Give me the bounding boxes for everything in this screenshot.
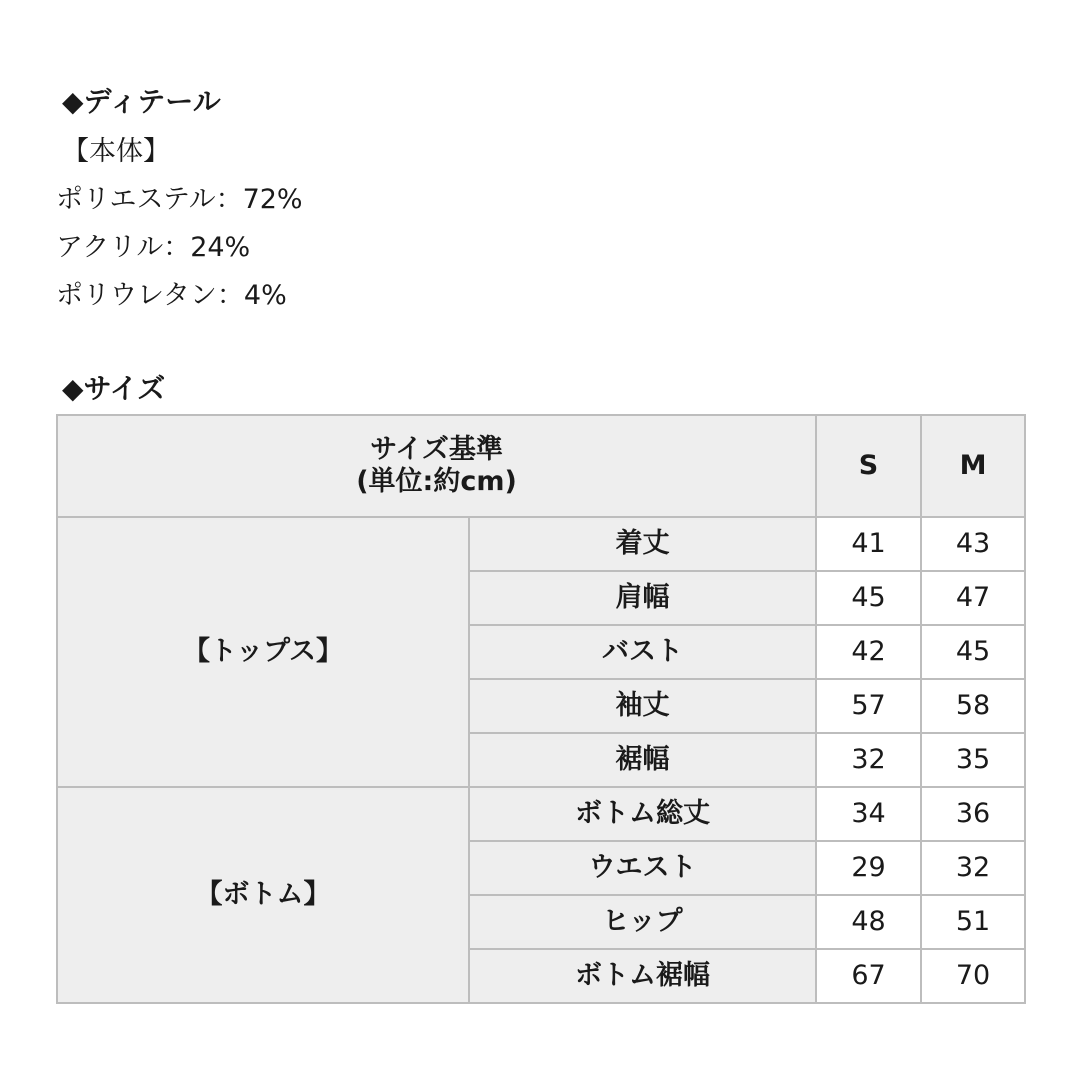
value-m: 47 — [921, 571, 1025, 625]
row-label: 袖丈 — [469, 679, 816, 733]
table-row — [57, 787, 1025, 841]
body-section-label: 【本体】 — [62, 136, 170, 167]
details-heading: ◆ディテール — [62, 85, 221, 118]
group-label-bottoms: 【ボトム】 — [57, 787, 469, 1003]
size-unit-label: (単位:約cm) — [356, 466, 517, 497]
column-header-s: S — [816, 415, 921, 517]
row-label: バスト — [469, 625, 816, 679]
material-acrylic: アクリル：24% — [56, 232, 251, 263]
value-s: 45 — [816, 571, 921, 625]
size-standard-title: サイズ基準 — [370, 433, 503, 465]
row-label: ヒップ — [469, 895, 816, 949]
value-m: 36 — [921, 787, 1025, 841]
size-heading: ◆サイズ — [62, 372, 166, 405]
material-polyester: ポリエステル：72% — [56, 184, 303, 215]
value-m: 35 — [921, 733, 1025, 787]
value-s: 29 — [816, 841, 921, 895]
value-m: 70 — [921, 949, 1025, 1003]
size-standard-header — [57, 415, 816, 517]
row-label: ボトム総丈 — [469, 787, 816, 841]
value-s: 34 — [816, 787, 921, 841]
value-m: 43 — [921, 517, 1025, 571]
row-label: 裾幅 — [469, 733, 816, 787]
value-s: 57 — [816, 679, 921, 733]
value-s: 41 — [816, 517, 921, 571]
material-polyurethane: ポリウレタン：4% — [56, 280, 287, 311]
value-m: 32 — [921, 841, 1025, 895]
value-m: 51 — [921, 895, 1025, 949]
group-label-tops: 【トップス】 — [57, 517, 469, 787]
size-table-header-row — [57, 415, 1025, 517]
value-s: 48 — [816, 895, 921, 949]
column-header-m: M — [921, 415, 1025, 517]
table-row — [57, 517, 1025, 571]
row-label: ウエスト — [469, 841, 816, 895]
value-s: 32 — [816, 733, 921, 787]
row-label: 着丈 — [469, 517, 816, 571]
value-s: 42 — [816, 625, 921, 679]
value-m: 45 — [921, 625, 1025, 679]
row-label: ボトム裾幅 — [469, 949, 816, 1003]
row-label: 肩幅 — [469, 571, 816, 625]
size-table — [56, 414, 1026, 1004]
value-s: 67 — [816, 949, 921, 1003]
value-m: 58 — [921, 679, 1025, 733]
